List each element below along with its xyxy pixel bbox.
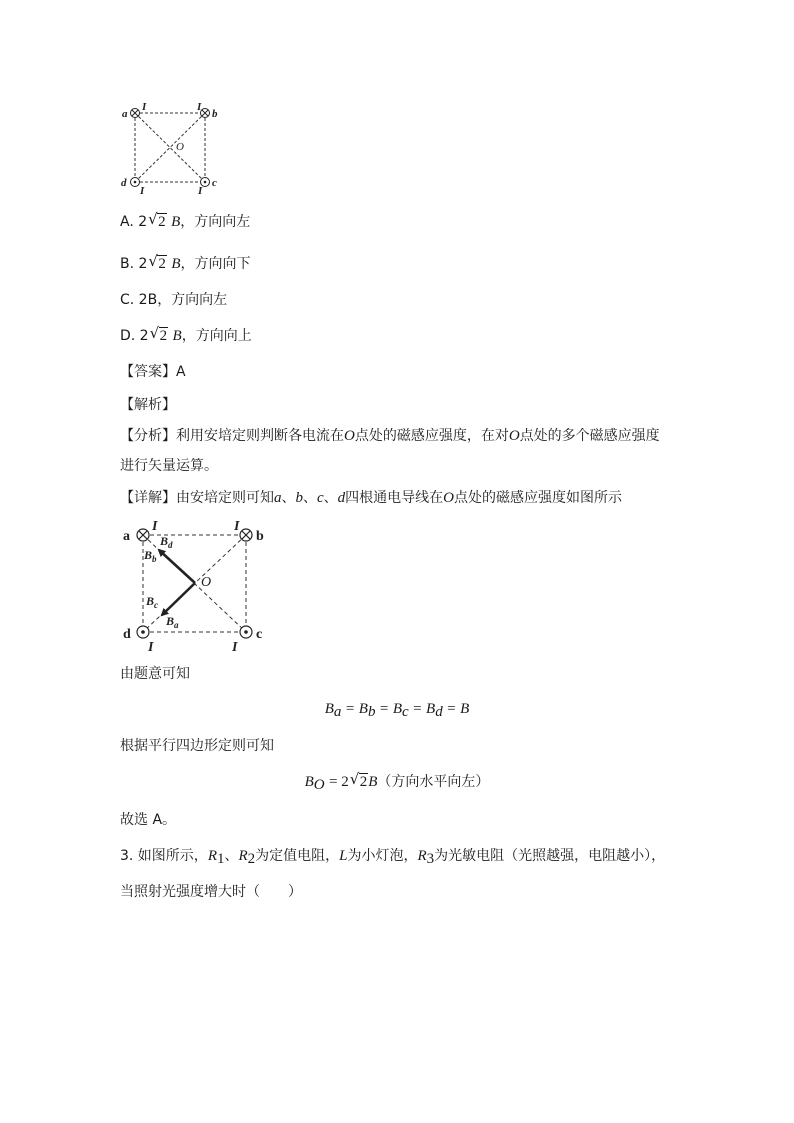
label-O: O bbox=[176, 141, 184, 153]
text-guxuan: 故选 A。 bbox=[120, 812, 177, 828]
label-I-a: I bbox=[142, 101, 147, 113]
current-into-page-b bbox=[201, 109, 210, 118]
label-b: b bbox=[256, 529, 264, 544]
label-Bd: $B_d$ bbox=[160, 534, 173, 550]
label-I-a: I bbox=[152, 519, 158, 534]
question-3-line1: 3. 如图所示，$R_1$、$R_2$为定值电阻，L为小灯泡，$R_3$为光敏电阻（光照越强，电阻越小）， bbox=[120, 848, 666, 867]
label-Bc: $B_c$ bbox=[146, 594, 159, 610]
current-into-page-a bbox=[131, 109, 140, 118]
label-I-b: I bbox=[234, 519, 240, 534]
label-I-b: I bbox=[197, 101, 202, 113]
label-Bb: $B_b$ bbox=[144, 548, 157, 564]
label-d: d bbox=[121, 177, 127, 189]
label-a: a bbox=[122, 108, 128, 120]
option-d: D. 2 √ 2 B，方向向上 bbox=[120, 324, 252, 344]
equation-2: $B_O = 2$ √ 2B（方向水平向左） bbox=[304, 770, 490, 793]
vector-Bd-Bb bbox=[159, 550, 195, 583]
label-I-d: I bbox=[148, 640, 154, 655]
current-into-page-a bbox=[137, 529, 149, 541]
label-I-c: I bbox=[198, 185, 203, 195]
label-b: b bbox=[212, 108, 218, 120]
question-3-line2: 当照射光强度增大时（ ） bbox=[120, 884, 302, 900]
vector-Bc-Ba bbox=[162, 583, 195, 615]
text-pingxing: 根据平行四边形定则可知 bbox=[120, 738, 274, 754]
option-b: B. 2 √ 2 B，方向向下 bbox=[120, 252, 251, 272]
analysis-xiangjie: 【详解】由安培定则可知a、b、c、d四根通电导线在O点处的磁感应强度如图所示 bbox=[120, 490, 623, 506]
analysis-title: 【解析】 bbox=[120, 397, 176, 413]
figure-1-square-currents bbox=[118, 100, 230, 195]
figure-2-field-vectors bbox=[118, 515, 273, 655]
option-c: C. 2B，方向向左 bbox=[120, 292, 228, 308]
label-a: a bbox=[123, 529, 130, 544]
label-I-d: I bbox=[140, 185, 145, 195]
label-d: d bbox=[123, 627, 131, 642]
label-c: c bbox=[212, 177, 217, 189]
label-c: c bbox=[256, 627, 263, 642]
analysis-fenxi-line1: 【分析】利用安培定则判断各电流在O点处的磁感应强度，在对O点处的多个磁感应强度 bbox=[120, 428, 660, 444]
label-I-c: I bbox=[232, 640, 238, 655]
equation-1: $B_a = B_b = B_c = B_d = B$ bbox=[324, 701, 470, 720]
label-Ba: $B_a$ bbox=[166, 614, 179, 630]
analysis-fenxi-line2: 进行矢量运算。 bbox=[120, 458, 218, 474]
option-a: A. 2 √ 2 B，方向向左 bbox=[120, 210, 251, 230]
answer: 【答案】A bbox=[120, 364, 186, 380]
current-into-page-b bbox=[240, 529, 252, 541]
text-tiyi: 由题意可知 bbox=[120, 666, 190, 682]
label-O: O bbox=[201, 575, 212, 590]
